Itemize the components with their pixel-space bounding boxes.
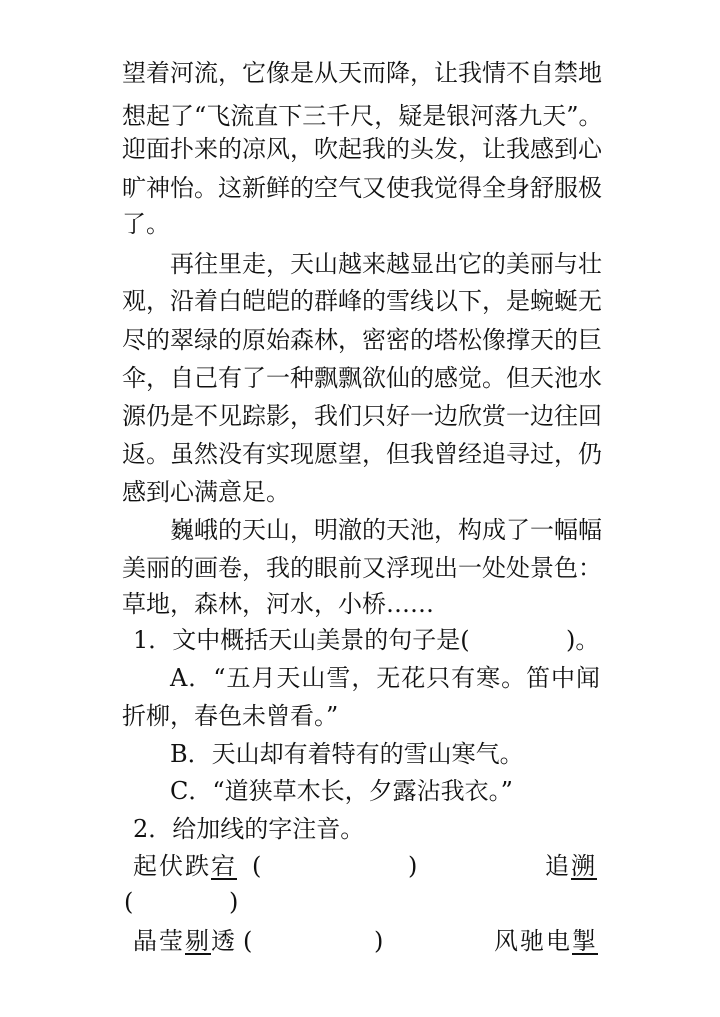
paragraph2-line4: 伞，自己有了一种飘飘欲仙的感觉。但天池水 <box>122 364 602 392</box>
paragraph2-line6: 返。虽然没有实现愿望，但我曾经追寻过，仍 <box>122 440 602 468</box>
item1-close-paren: ) <box>408 852 418 880</box>
question1-option-a-line1: A．“五月天山雪，无花只有寒。笛中闻 <box>170 664 600 692</box>
item2-underlined-char: 溯 <box>571 852 597 880</box>
paragraph2-line1: 再往里走，天山越来越显出它的美丽与壮 <box>170 250 602 278</box>
paragraph2-line2: 观，沿着白皑皑的群峰的雪线以下，是蜿蜒无 <box>122 287 602 315</box>
paragraph1-line3: 迎面扑来的凉风，吹起我的头发，让我感到心 <box>122 135 602 163</box>
question2-prompt: 2．给加线的字注音。 <box>133 815 365 843</box>
question1-close-paren: )。 <box>566 626 600 654</box>
item3-text-pre: 晶莹 <box>133 927 185 955</box>
paragraph1-line1: 望着河流，它像是从天而降，让我情不自禁地 <box>122 59 602 87</box>
question1-option-b: B．天山却有着特有的雪山寒气。 <box>170 740 524 768</box>
paragraph3-line2: 美丽的画卷，我的眼前又浮现出一处处景色： <box>122 554 602 582</box>
item2-text: 追 <box>545 852 571 880</box>
question1-option-a-line2: 折柳，春色未曾看。” <box>122 702 339 730</box>
item4-underlined-char: 掣 <box>572 927 598 955</box>
item2-open-paren: ( <box>124 888 134 916</box>
item3-text-post: 透 <box>211 927 237 955</box>
question2-item2 <box>545 851 597 881</box>
paragraph3-line3: 草地，森林，河水，小桥…… <box>122 590 434 618</box>
item1-underlined-char: 宕 <box>211 852 237 880</box>
question1-option-c: C．“道狭草木长，夕露沾我衣。” <box>170 777 513 805</box>
paragraph2-line5: 源仍是不见踪影，我们只好一边欣赏一边往回 <box>122 402 602 430</box>
paragraph1-line2: 想起了“飞流直下三千尺，疑是银河落九天”。 <box>122 102 603 130</box>
paragraph1-line5: 了。 <box>122 210 170 238</box>
question2-item1 <box>133 851 237 881</box>
paragraph2-line7: 感到心满意足。 <box>122 478 290 506</box>
item1-text: 起伏跌 <box>133 852 211 880</box>
question1-prompt: 1．文中概括天山美景的句子是( <box>133 626 470 654</box>
paragraph3-line1: 巍峨的天山，明澈的天池，构成了一幅幅 <box>170 516 602 544</box>
question2-item4 <box>494 926 598 956</box>
question2-item3 <box>133 926 237 956</box>
item4-text: 风驰电 <box>494 927 572 955</box>
item3-open-paren: ( <box>243 927 253 955</box>
paragraph2-line3: 尽的翠绿的原始森林，密密的塔松像撑天的巨 <box>122 326 602 354</box>
item3-underlined-char: 剔 <box>185 927 211 955</box>
item2-close-paren: ) <box>229 888 239 916</box>
paragraph1-line4: 旷神怡。这新鲜的空气又使我觉得全身舒服极 <box>122 174 602 202</box>
item3-close-paren: ) <box>374 927 384 955</box>
item1-open-paren: ( <box>252 852 262 880</box>
